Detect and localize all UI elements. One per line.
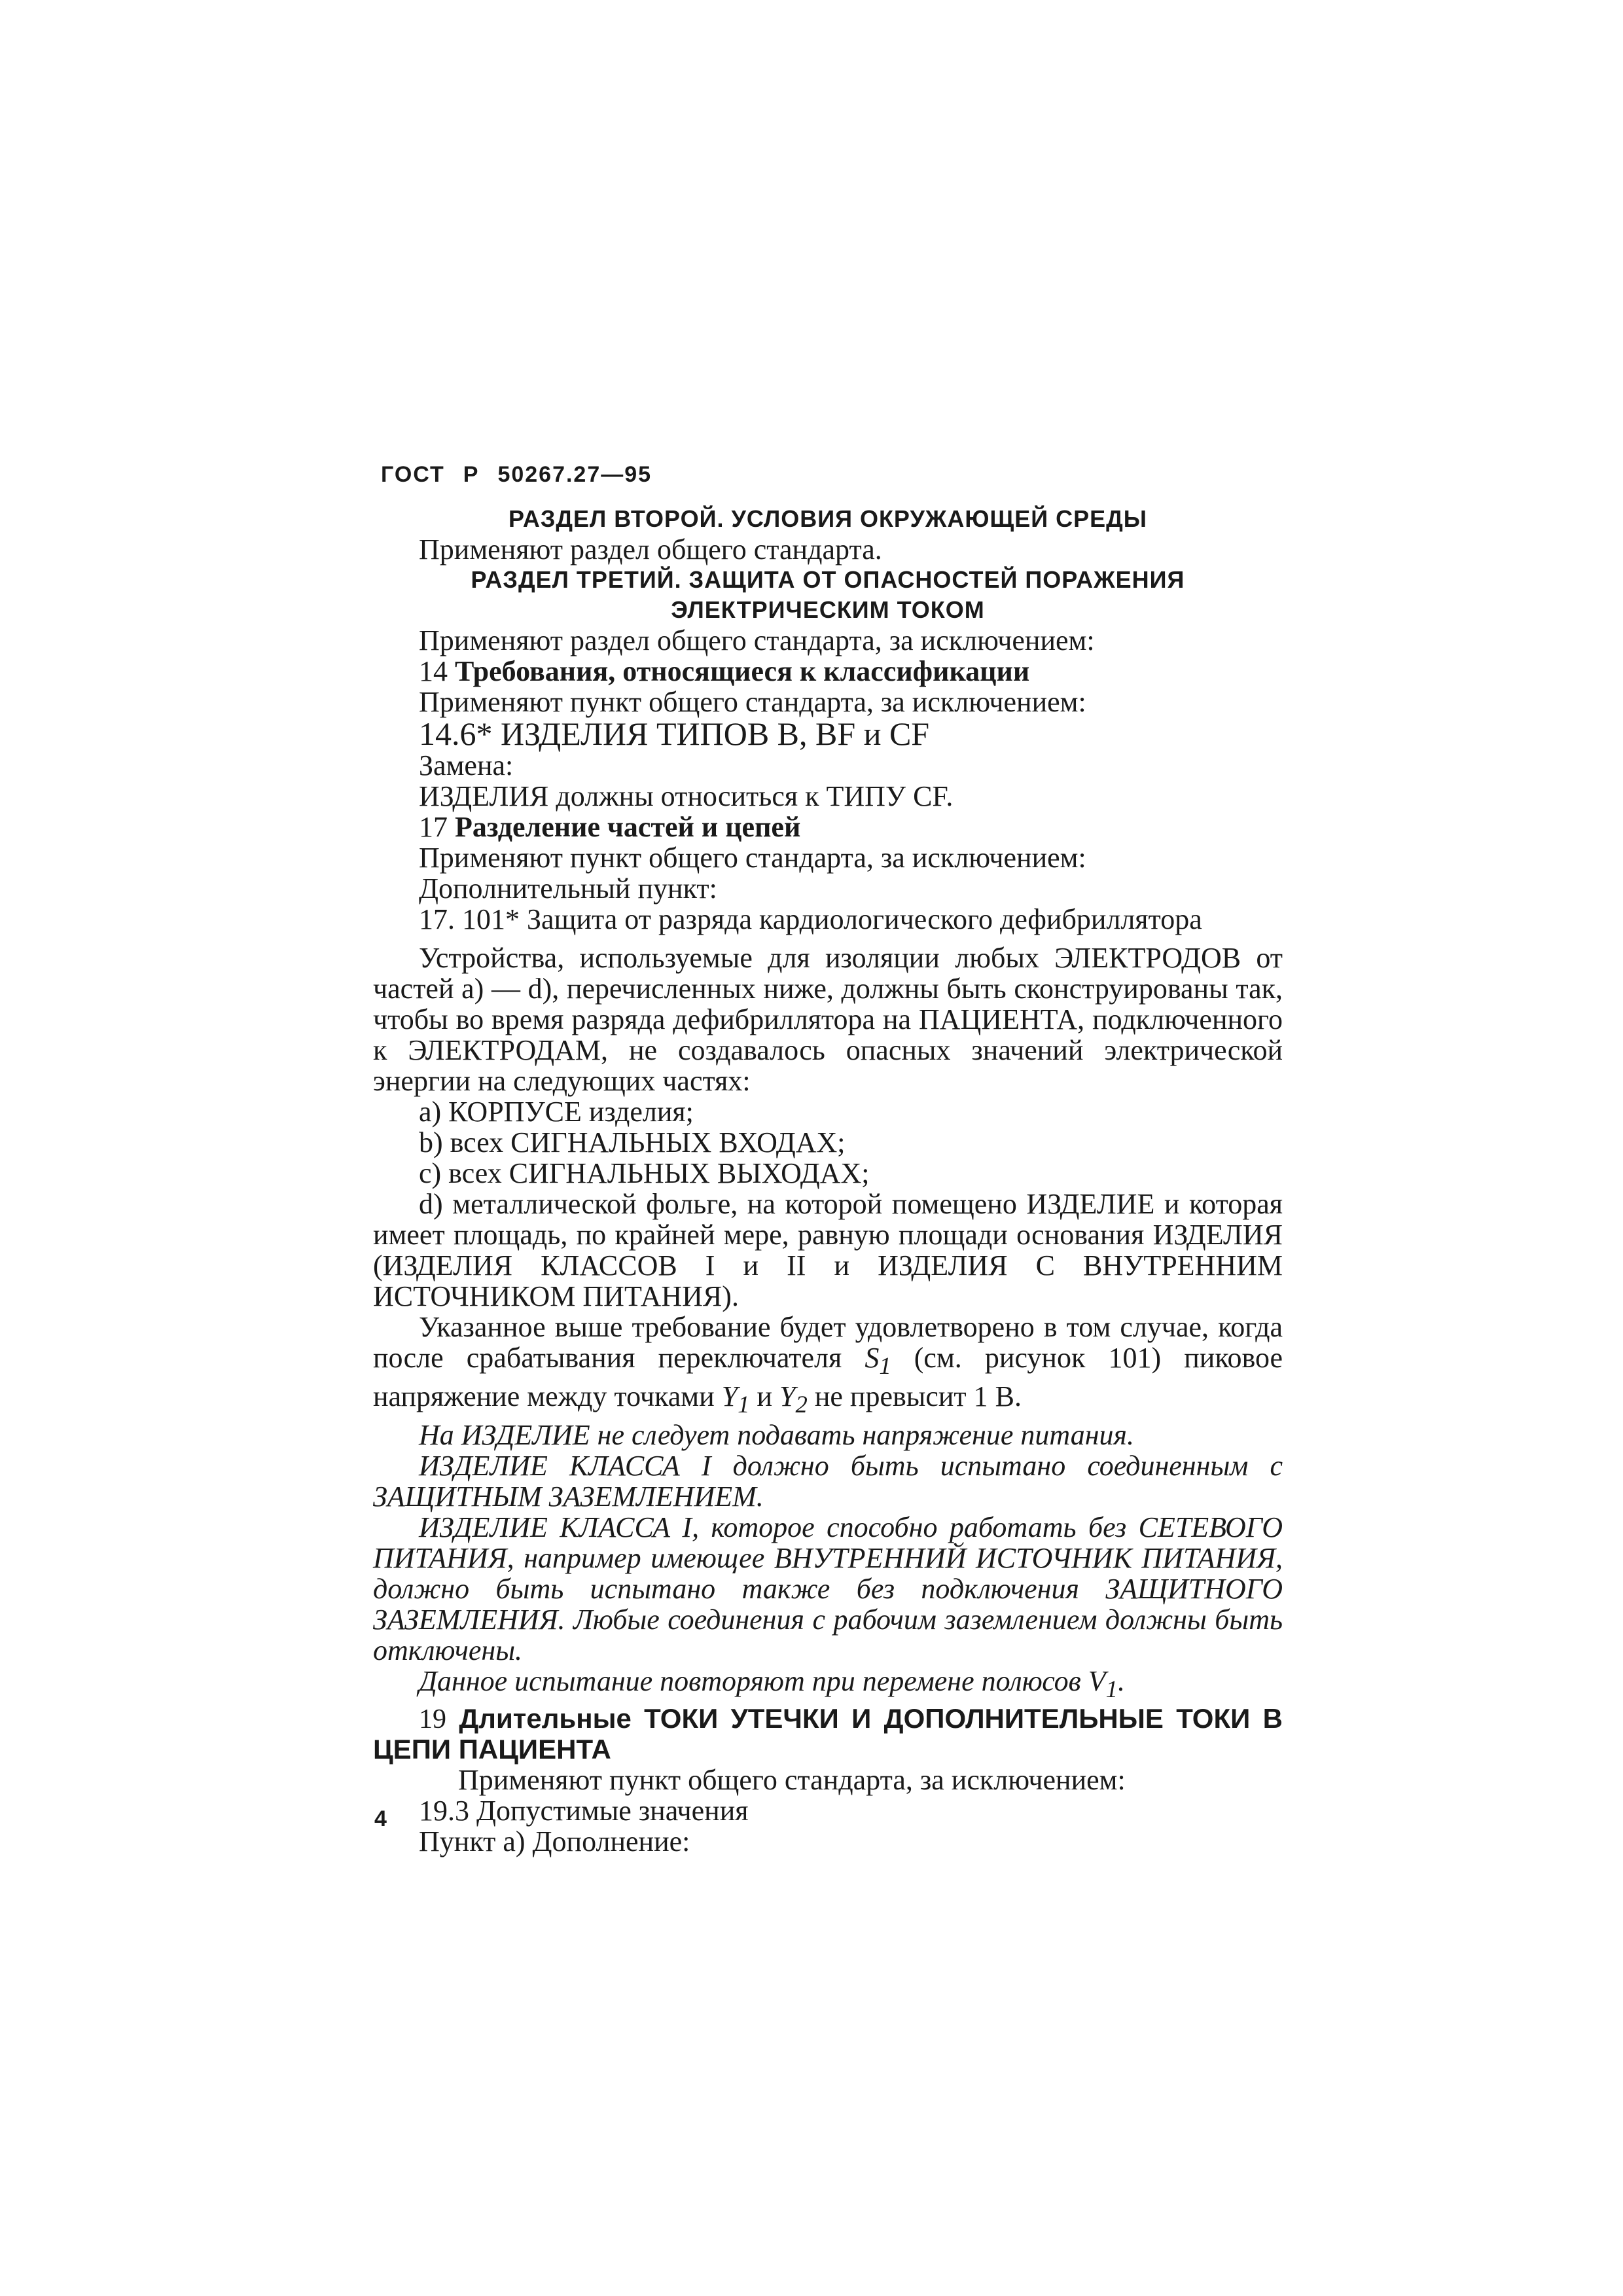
header-r: Р (463, 462, 480, 487)
clause17-item-b: b) всех СИГНАЛЬНЫХ ВХОДАХ; (419, 1126, 846, 1158)
req-part1: Указанное выше требование будет удовлетворено в том случае, когда после срабатывания переключателя (373, 1311, 1283, 1374)
clause17-title: Разделение частей и цепей (455, 811, 801, 843)
clause17-num: 17 (419, 811, 448, 843)
clause19-num: 19 (419, 1704, 446, 1735)
clause19-point: Пункт а) Дополнение: (419, 1825, 690, 1858)
page-number: 4 (374, 1806, 387, 1831)
clause17-item-c: с) всех СИГНАЛЬНЫХ ВЫХОДАХ; (419, 1157, 870, 1189)
clause19-heading (373, 1704, 1283, 1765)
clause19-3: 19.3 Допустимые значения (419, 1795, 749, 1827)
clause17-item-d: d) металлической фольге, на которой помещено ИЗДЕЛИЕ и которая имеет площадь, по крайней мере, равную площади основания ИЗДЕЛИЯ (ИЗДЕЛИЯ КЛАССОВ I и II и ИЗДЕЛИЯ С ВНУТРЕННИМ ИСТОЧНИКОМ ПИТАНИЯ). (373, 1188, 1283, 1312)
section2-title: РАЗДЕЛ ВТОРОЙ. УСЛОВИЯ ОКРУЖАЮЩЕЙ СРЕДЫ (508, 505, 1148, 532)
clause14-num: 14 (419, 655, 448, 687)
clause17-heading (373, 812, 1283, 842)
section3-text: Применяют раздел общего стандарта, за исключением: (419, 624, 1095, 656)
clause14-6-title: 14.6* ИЗДЕЛИЯ ТИПОВ В, BF и CF (419, 715, 930, 752)
clause14-replace-text: ИЗДЕЛИЯ должны относиться к ТИПУ CF. (419, 780, 954, 812)
symbol-s1: $S_1$ (865, 1342, 891, 1379)
clause19-text: Применяют пункт общего стандарта, за исключением: (458, 1764, 1126, 1797)
document-body (373, 504, 1283, 1857)
req-part3: не превысит 1 В. (814, 1380, 1022, 1412)
section3-title-line1: РАЗДЕЛ ТРЕТИЙ. ЗАЩИТА ОТ ОПАСНОСТЕЙ ПОРАЖЕНИЯ (471, 566, 1185, 593)
symbol-y2: $Y_2$ (779, 1380, 808, 1418)
clause17-add: Дополнительный пункт: (419, 872, 717, 905)
document-page (373, 0, 1283, 2296)
clause17-body: Устройства, используемые для изоляции любых ЭЛЕКТРОДОВ от частей а) — d), перечисленных ниже, должны быть сконструированы так, чтобы во время разряда дефибриллятора на ПАЦИЕНТА, подключенного к ЭЛЕКТРОДАМ, не создавалось опасных значений электрической энергии на следующих частях: (373, 942, 1283, 1097)
clause17-italic1: На ИЗДЕЛИЕ не следует подавать напряжение питания. (419, 1418, 1134, 1451)
clause17-italic3: ИЗДЕЛИЕ КЛАССА I, которое способно работать без СЕТЕВОГО ПИТАНИЯ, например имеющее ВНУТРЕННИЙ ИСТОЧНИК ПИТАНИЯ, должно быть испытано также без подключения ЗАЩИТНОГО ЗАЗЕМЛЕНИЯ. Любые соединения с рабочим заземлением должны быть отключены. (373, 1511, 1283, 1666)
clause14-replace: Замена: (419, 749, 514, 781)
header-gost: ГОСТ (381, 462, 445, 487)
clause19-title-part1: Длительные (459, 1703, 632, 1734)
clause17-italic2: ИЗДЕЛИЕ КЛАССА I должно быть испытано соединенным с ЗАЩИТНЫМ ЗАЗЕМЛЕНИЕМ. (373, 1449, 1283, 1513)
clause17-item-a: а) КОРПУСЕ изделия; (419, 1096, 694, 1128)
document-header (381, 462, 652, 488)
symbol-v1: $V_1$ (1088, 1664, 1118, 1702)
clause17-italic4: Данное испытание повторяют при перемене полюсов $V_1$. (419, 1664, 1125, 1702)
clause14-heading (373, 656, 1283, 687)
clause17-101-title: 17. 101* Защита от разряда кардиологического дефибриллятора (419, 903, 1202, 935)
clause19-title-part2: ТОКИ УТЕЧКИ И ДОПОЛНИТЕЛЬНЫЕ ТОКИ В ЦЕПИ ПАЦИЕНТА (373, 1703, 1283, 1765)
section2-text: Применяют раздел общего стандарта. (419, 533, 882, 565)
header-number: 50267.27—95 (497, 462, 652, 487)
req-part2: (см. рисунок 101) пиковое напряжение между точками (373, 1342, 1283, 1412)
section3-title-line2: ЭЛЕКТРИЧЕСКИМ ТОКОМ (671, 596, 985, 623)
clause14-text: Применяют пункт общего стандарта, за исключением: (419, 686, 1086, 718)
clause17-requirement: Указанное выше требование будет удовлетворено в том случае, когда после срабатывания переключателя $S_1$ (см. рисунок 101) пиковое напряжение между точками $Y_1$ и $Y_2$ не превысит 1 В. (373, 1311, 1283, 1418)
symbol-y1: $Y_1$ (721, 1380, 750, 1418)
clause14-title: Требования, относящиеся к классификации (455, 655, 1030, 687)
clause17-text: Применяют пункт общего стандарта, за исключением: (419, 842, 1086, 874)
